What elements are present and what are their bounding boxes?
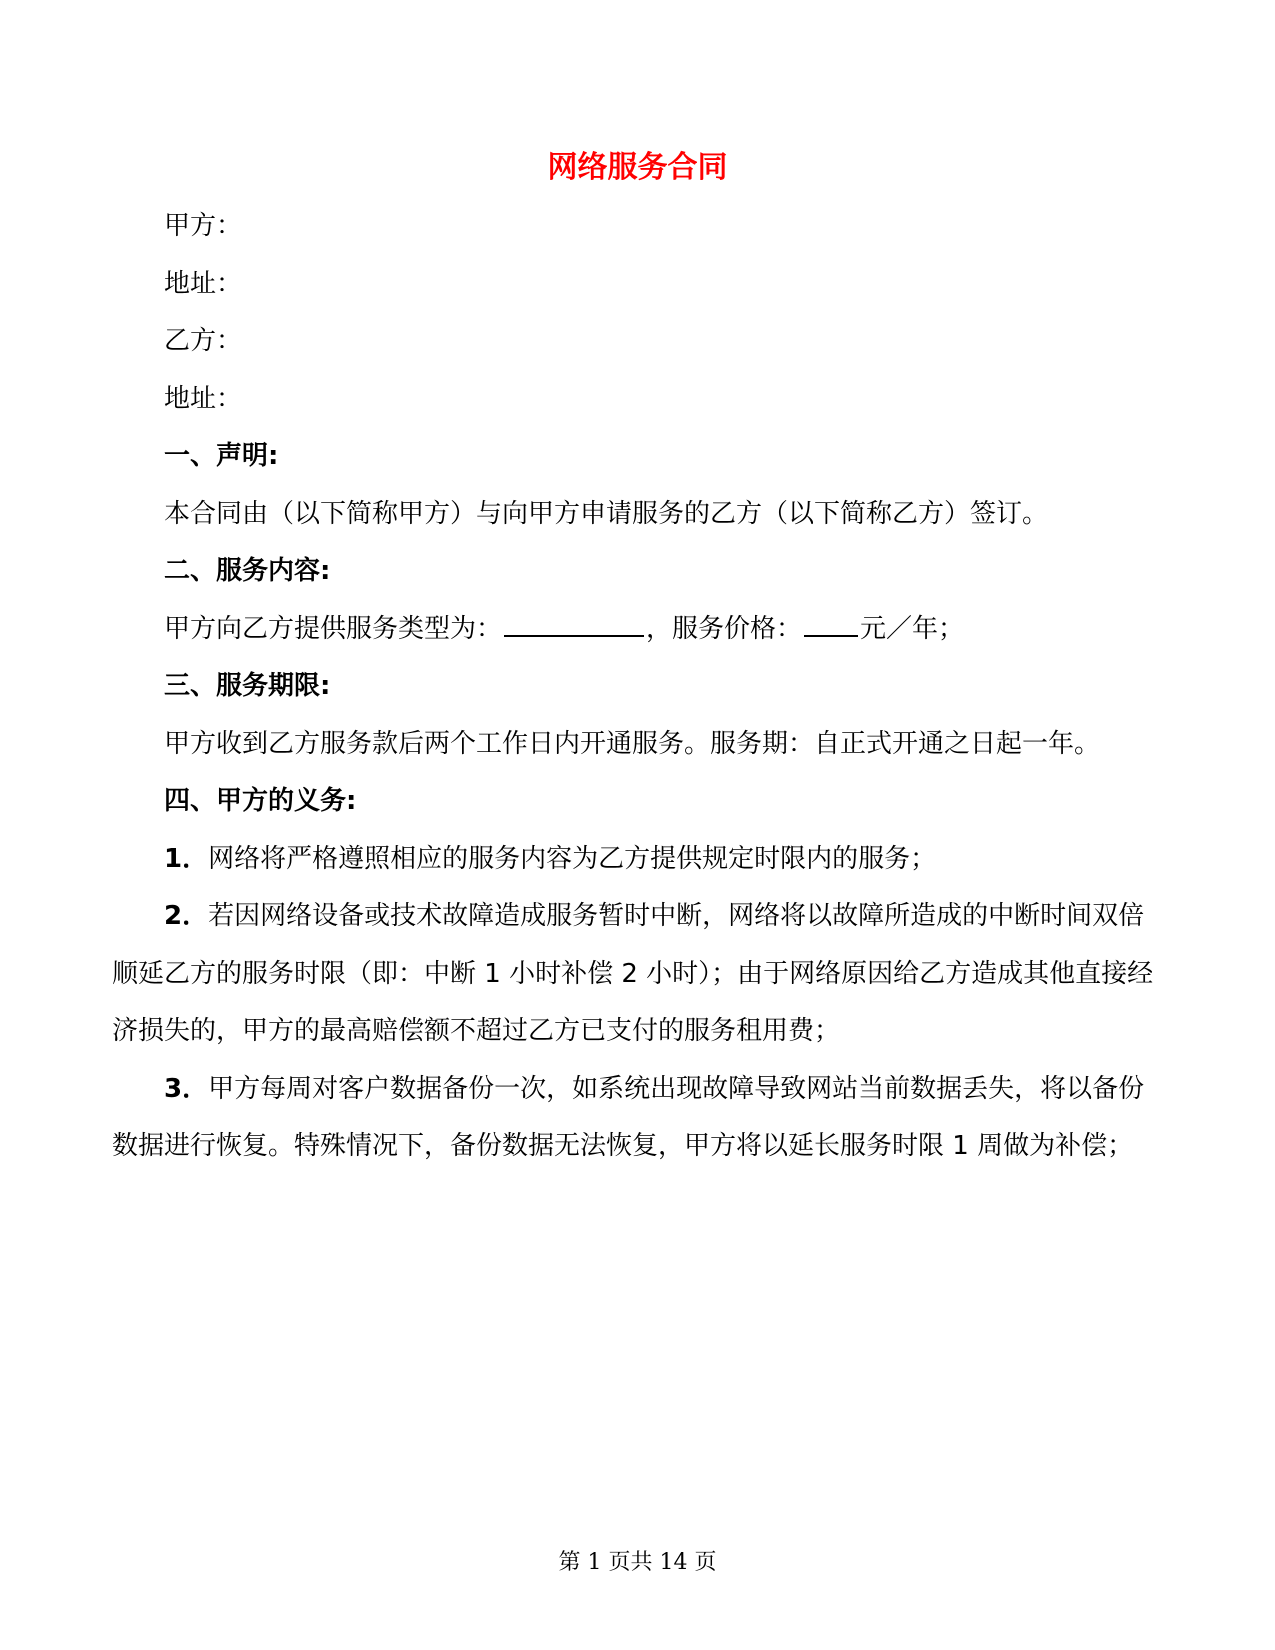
item-number: 2．: [164, 901, 209, 931]
service-price-unit: 元／年；: [860, 613, 965, 644]
document-body: [112, 198, 1157, 1176]
section-1-text: 本合同由（以下简称甲方）与向甲方申请服务的乙方（以下简称乙方）签订。: [164, 498, 1049, 529]
section-1-heading: 一、声明:: [164, 441, 279, 471]
party-a-line: 甲方：: [164, 211, 243, 241]
section-3-heading: 三、服务期限:: [164, 671, 331, 701]
service-price-blank: [804, 613, 858, 637]
document-title: 网络服务合同: [547, 150, 728, 185]
section-4-heading: 四、甲方的义务:: [164, 786, 357, 816]
section-4-item-1: [112, 831, 1157, 889]
item-number: 1．: [164, 843, 209, 874]
section-2-text: [112, 601, 1157, 659]
service-type-label: 甲方向乙方提供服务类型为：: [164, 613, 503, 644]
section-4-item-2: [112, 888, 1157, 1061]
party-b-line: 乙方：: [164, 326, 243, 356]
item-text: 网络将严格遵照相应的服务内容为乙方提供规定时限内的服务；: [208, 843, 937, 874]
section-4-item-3: [112, 1061, 1157, 1176]
service-price-label: ，服务价格：: [646, 613, 803, 644]
section-3-text: 甲方收到乙方服务款后两个工作日内开通服务。服务期：自正式开通之日起一年。: [164, 728, 1101, 759]
item-text: 甲方每周对客户数据备份一次，如系统出现故障导致网站当前数据丢失，将以备份数据进行恢复。特殊情况下，备份数据无法恢复，甲方将以延长服务时限 1 周做为补偿；: [112, 1073, 1145, 1161]
address-a-line: 地址：: [164, 268, 243, 299]
address-b-line: 地址：: [164, 383, 243, 414]
service-type-blank: [504, 613, 644, 637]
item-number: 3．: [164, 1073, 209, 1104]
item-text: 若因网络设备或技术故障造成服务暂时中断，网络将以故障所造成的中断时间双倍顺延乙方的服务时限（即：中断 1 小时补偿 2 小时）；由于网络原因给乙方造成其他直接经济损失的，甲方的最高赔偿额不超过乙方已支付的服务租用费；: [112, 901, 1154, 1046]
section-2-heading: 二、服务内容:: [164, 556, 331, 586]
page-footer: 第 1 页共 14 页: [558, 1550, 717, 1575]
